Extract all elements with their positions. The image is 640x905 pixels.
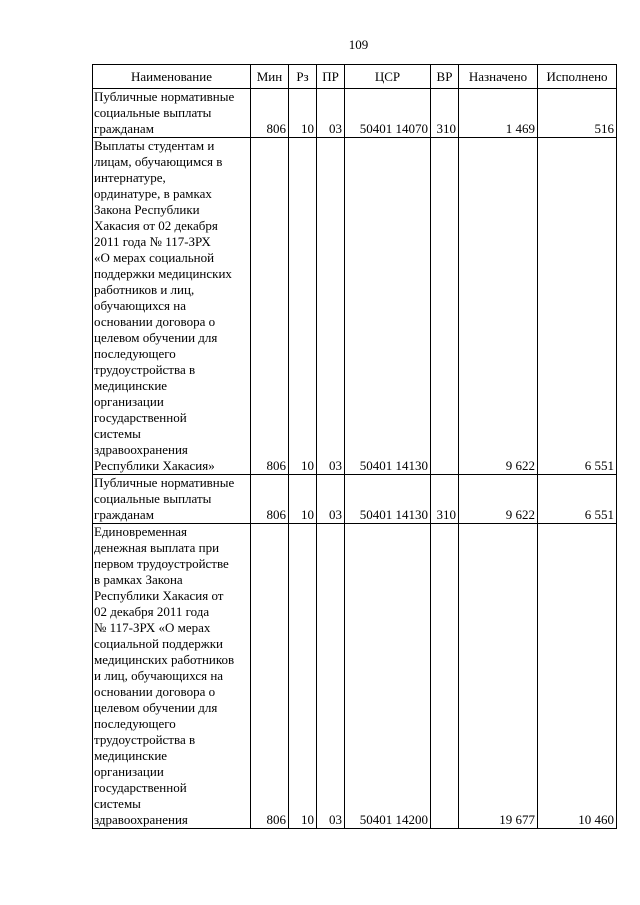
cell-pr: 03: [317, 89, 345, 138]
cell-name-line: Публичные нормативные: [94, 89, 235, 104]
cell-csr: 50401 14200: [345, 524, 431, 829]
cell-name-line: ординатуре, в рамках: [94, 186, 212, 201]
table-row: [93, 524, 617, 829]
cell-name-line: целевом обучении для: [94, 330, 218, 345]
cell-name-line: гражданам: [94, 507, 154, 522]
cell-executed: 516: [538, 89, 617, 138]
cell-name-line: организации: [94, 764, 164, 779]
table-body: [93, 89, 617, 829]
cell-name-line: целевом обучении для: [94, 700, 218, 715]
cell-csr: 50401 14130: [345, 138, 431, 475]
cell-name-line: социальные выплаты: [94, 105, 212, 120]
cell-name-line: лицам, обучающимся в: [94, 154, 223, 169]
header-vr: ВР: [431, 65, 459, 89]
cell-pr: 03: [317, 138, 345, 475]
cell-name-line: медицинских работников: [94, 652, 235, 667]
cell-name-line: трудоустройства в: [94, 362, 196, 377]
cell-name-line: здравоохранения: [94, 812, 188, 827]
cell-name-line: медицинские: [94, 378, 168, 393]
cell-pr: 03: [317, 524, 345, 829]
cell-name-line: первом трудоустройстве: [94, 556, 229, 571]
cell-name-line: гражданам: [94, 121, 154, 136]
cell-rz: 10: [289, 89, 317, 138]
cell-name-line: социальной поддержки: [94, 636, 223, 651]
cell-name-line: Выплаты студентам и: [94, 138, 215, 153]
cell-name-line: основании договора о: [94, 684, 216, 699]
page-number: 109: [348, 37, 369, 52]
cell-name-line: и лиц, обучающихся на: [94, 668, 224, 683]
cell-name-line: последующего: [94, 346, 176, 361]
cell-executed: 6 551: [538, 475, 617, 524]
cell-name-line: Республики Хакасия»: [94, 458, 215, 473]
cell-csr: 50401 14070: [345, 89, 431, 138]
cell-name-line: денежная выплата при: [94, 540, 220, 555]
cell-name: [93, 524, 251, 829]
cell-name-line: трудоустройства в: [94, 732, 196, 747]
cell-name-line: интернатуре,: [94, 170, 166, 185]
cell-name-line: государственной: [94, 410, 187, 425]
cell-name-line: Закона Республики: [94, 202, 200, 217]
cell-name-line: № 117-ЗРХ «О мерах: [94, 620, 211, 635]
cell-min: 806: [251, 524, 289, 829]
cell-name-line: Республики Хакасия от: [94, 588, 224, 603]
cell-name-line: медицинские: [94, 748, 168, 763]
cell-assigned: 9 622: [459, 138, 538, 475]
cell-rz: 10: [289, 138, 317, 475]
header-csr: ЦСР: [345, 65, 431, 89]
cell-name-line: Хакасия от 02 декабря: [94, 218, 218, 233]
cell-executed: 10 460: [538, 524, 617, 829]
cell-name-line: государственной: [94, 780, 187, 795]
table-header-row: [93, 65, 617, 89]
table-row: [93, 89, 617, 138]
header-executed: Исполнено: [538, 65, 617, 89]
cell-name-line: основании договора о: [94, 314, 216, 329]
cell-pr: 03: [317, 475, 345, 524]
cell-min: 806: [251, 475, 289, 524]
cell-name-line: работников и лиц,: [94, 282, 195, 297]
cell-rz: 10: [289, 475, 317, 524]
cell-assigned: 19 677: [459, 524, 538, 829]
cell-name-line: системы: [94, 426, 141, 441]
cell-name: [93, 138, 251, 475]
budget-table: [92, 64, 617, 829]
cell-name-line: системы: [94, 796, 141, 811]
cell-csr: 50401 14130: [345, 475, 431, 524]
table-row: [93, 138, 617, 475]
cell-name-line: здравоохранения: [94, 442, 188, 457]
cell-name: [93, 475, 251, 524]
header-rz: Рз: [289, 65, 317, 89]
cell-assigned: 9 622: [459, 475, 538, 524]
cell-vr: [431, 138, 459, 475]
cell-name-line: «О мерах социальной: [94, 250, 215, 265]
cell-name-line: обучающихся на: [94, 298, 186, 313]
cell-min: 806: [251, 89, 289, 138]
table-row: [93, 475, 617, 524]
cell-min: 806: [251, 138, 289, 475]
header-name: Наименование: [93, 65, 251, 89]
cell-name-line: последующего: [94, 716, 176, 731]
cell-name-line: социальные выплаты: [94, 491, 212, 506]
header-pr: ПР: [317, 65, 345, 89]
cell-vr: 310: [431, 475, 459, 524]
cell-name-line: Единовременная: [94, 524, 188, 539]
header-assigned: Назначено: [459, 65, 538, 89]
cell-name-line: организации: [94, 394, 164, 409]
cell-name: [93, 89, 251, 138]
cell-rz: 10: [289, 524, 317, 829]
cell-name-line: 2011 года № 117-ЗРХ: [94, 234, 211, 249]
cell-vr: 310: [431, 89, 459, 138]
cell-name-line: Публичные нормативные: [94, 475, 235, 490]
cell-name-line: поддержки медицинских: [94, 266, 232, 281]
cell-executed: 6 551: [538, 138, 617, 475]
cell-name-line: в рамках Закона: [94, 572, 183, 587]
header-min: Мин: [251, 65, 289, 89]
cell-vr: [431, 524, 459, 829]
cell-name-line: 02 декабря 2011 года: [94, 604, 210, 619]
cell-assigned: 1 469: [459, 89, 538, 138]
